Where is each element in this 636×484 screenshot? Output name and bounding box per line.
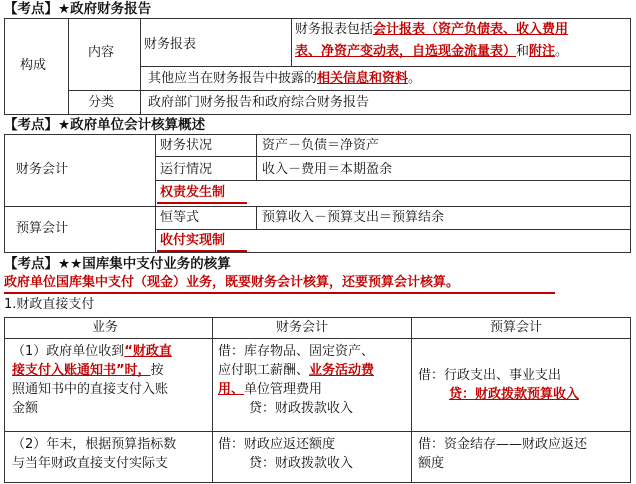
yunxing-eq: 收入－费用＝本期盈余 xyxy=(262,162,393,177)
gou-cheng-label: 构成 xyxy=(20,58,47,73)
r2-yusuan: 借：资金结存——财政应返还 额度 xyxy=(418,437,588,471)
section3-red-line: 政府单位国库集中支付（现金）业务，既要财务会计核算，还要预算会计核算。 xyxy=(4,275,460,290)
report-desc-line1: 财务报表包括会计报表（资产负债表、收入费用 xyxy=(295,22,569,37)
yunxing-label: 运行情况 xyxy=(160,162,213,177)
other-info: 其他应当在财务报告中披露的相关信息和资料。 xyxy=(148,71,422,86)
col-yewu: 业务 xyxy=(92,320,119,335)
col-yusuan: 预算会计 xyxy=(490,320,543,335)
r1-business: （1）政府单位收到“财政直 接支付入账通知书”时，按 照通知书中的直接支付入账 金额 xyxy=(12,344,172,416)
section3-heading: 【考点】★★国库集中支付业务的核算 xyxy=(4,256,231,272)
section3-sub: 1.财政直接支付 xyxy=(4,297,95,312)
section1-heading: 【考点】★政府财务报告 xyxy=(4,1,152,17)
hengdeng-label: 恒等式 xyxy=(160,210,200,225)
report-desc-line2: 表、净资产变动表，自选现金流量表）和附注。 xyxy=(295,44,569,59)
yusuan-label: 预算会计 xyxy=(16,221,69,236)
r1-caiwu: 借：库存物品、固定资产、 应付职工薪酬、业务活动费 用、单位管理费用 贷：财政拨款收入 xyxy=(218,344,375,416)
quanze-text: 权责发生制 xyxy=(160,185,226,200)
shoufu-text: 收付实现制 xyxy=(160,233,226,248)
col-caiwu: 财务会计 xyxy=(276,320,329,335)
zhuangkuang-label: 财务状况 xyxy=(160,138,213,153)
hengdeng-eq: 预算收入－预算支出＝预算结余 xyxy=(262,210,445,225)
caiwu-label: 财务会计 xyxy=(16,162,69,177)
r1-yusuan: 借：行政支出、事业支出 贷：财政拨款预算收入 xyxy=(418,368,580,402)
section2-heading: 【考点】★政府单位会计核算概述 xyxy=(4,117,206,133)
zhuangkuang-eq: 资产－负债＝净资产 xyxy=(262,138,380,153)
fen-lei-desc: 政府部门财务报告和政府综合财务报告 xyxy=(148,95,370,110)
r2-business: （2）年末，根据预算指标数 与当年财政直接支付实际支 xyxy=(12,437,177,471)
report-label: 财务报表 xyxy=(144,37,197,52)
r2-caiwu: 借：财政应返还额度 贷：财政拨款收入 xyxy=(218,437,354,471)
fen-lei-label: 分类 xyxy=(88,95,115,110)
nei-rong-label: 内容 xyxy=(88,45,115,60)
